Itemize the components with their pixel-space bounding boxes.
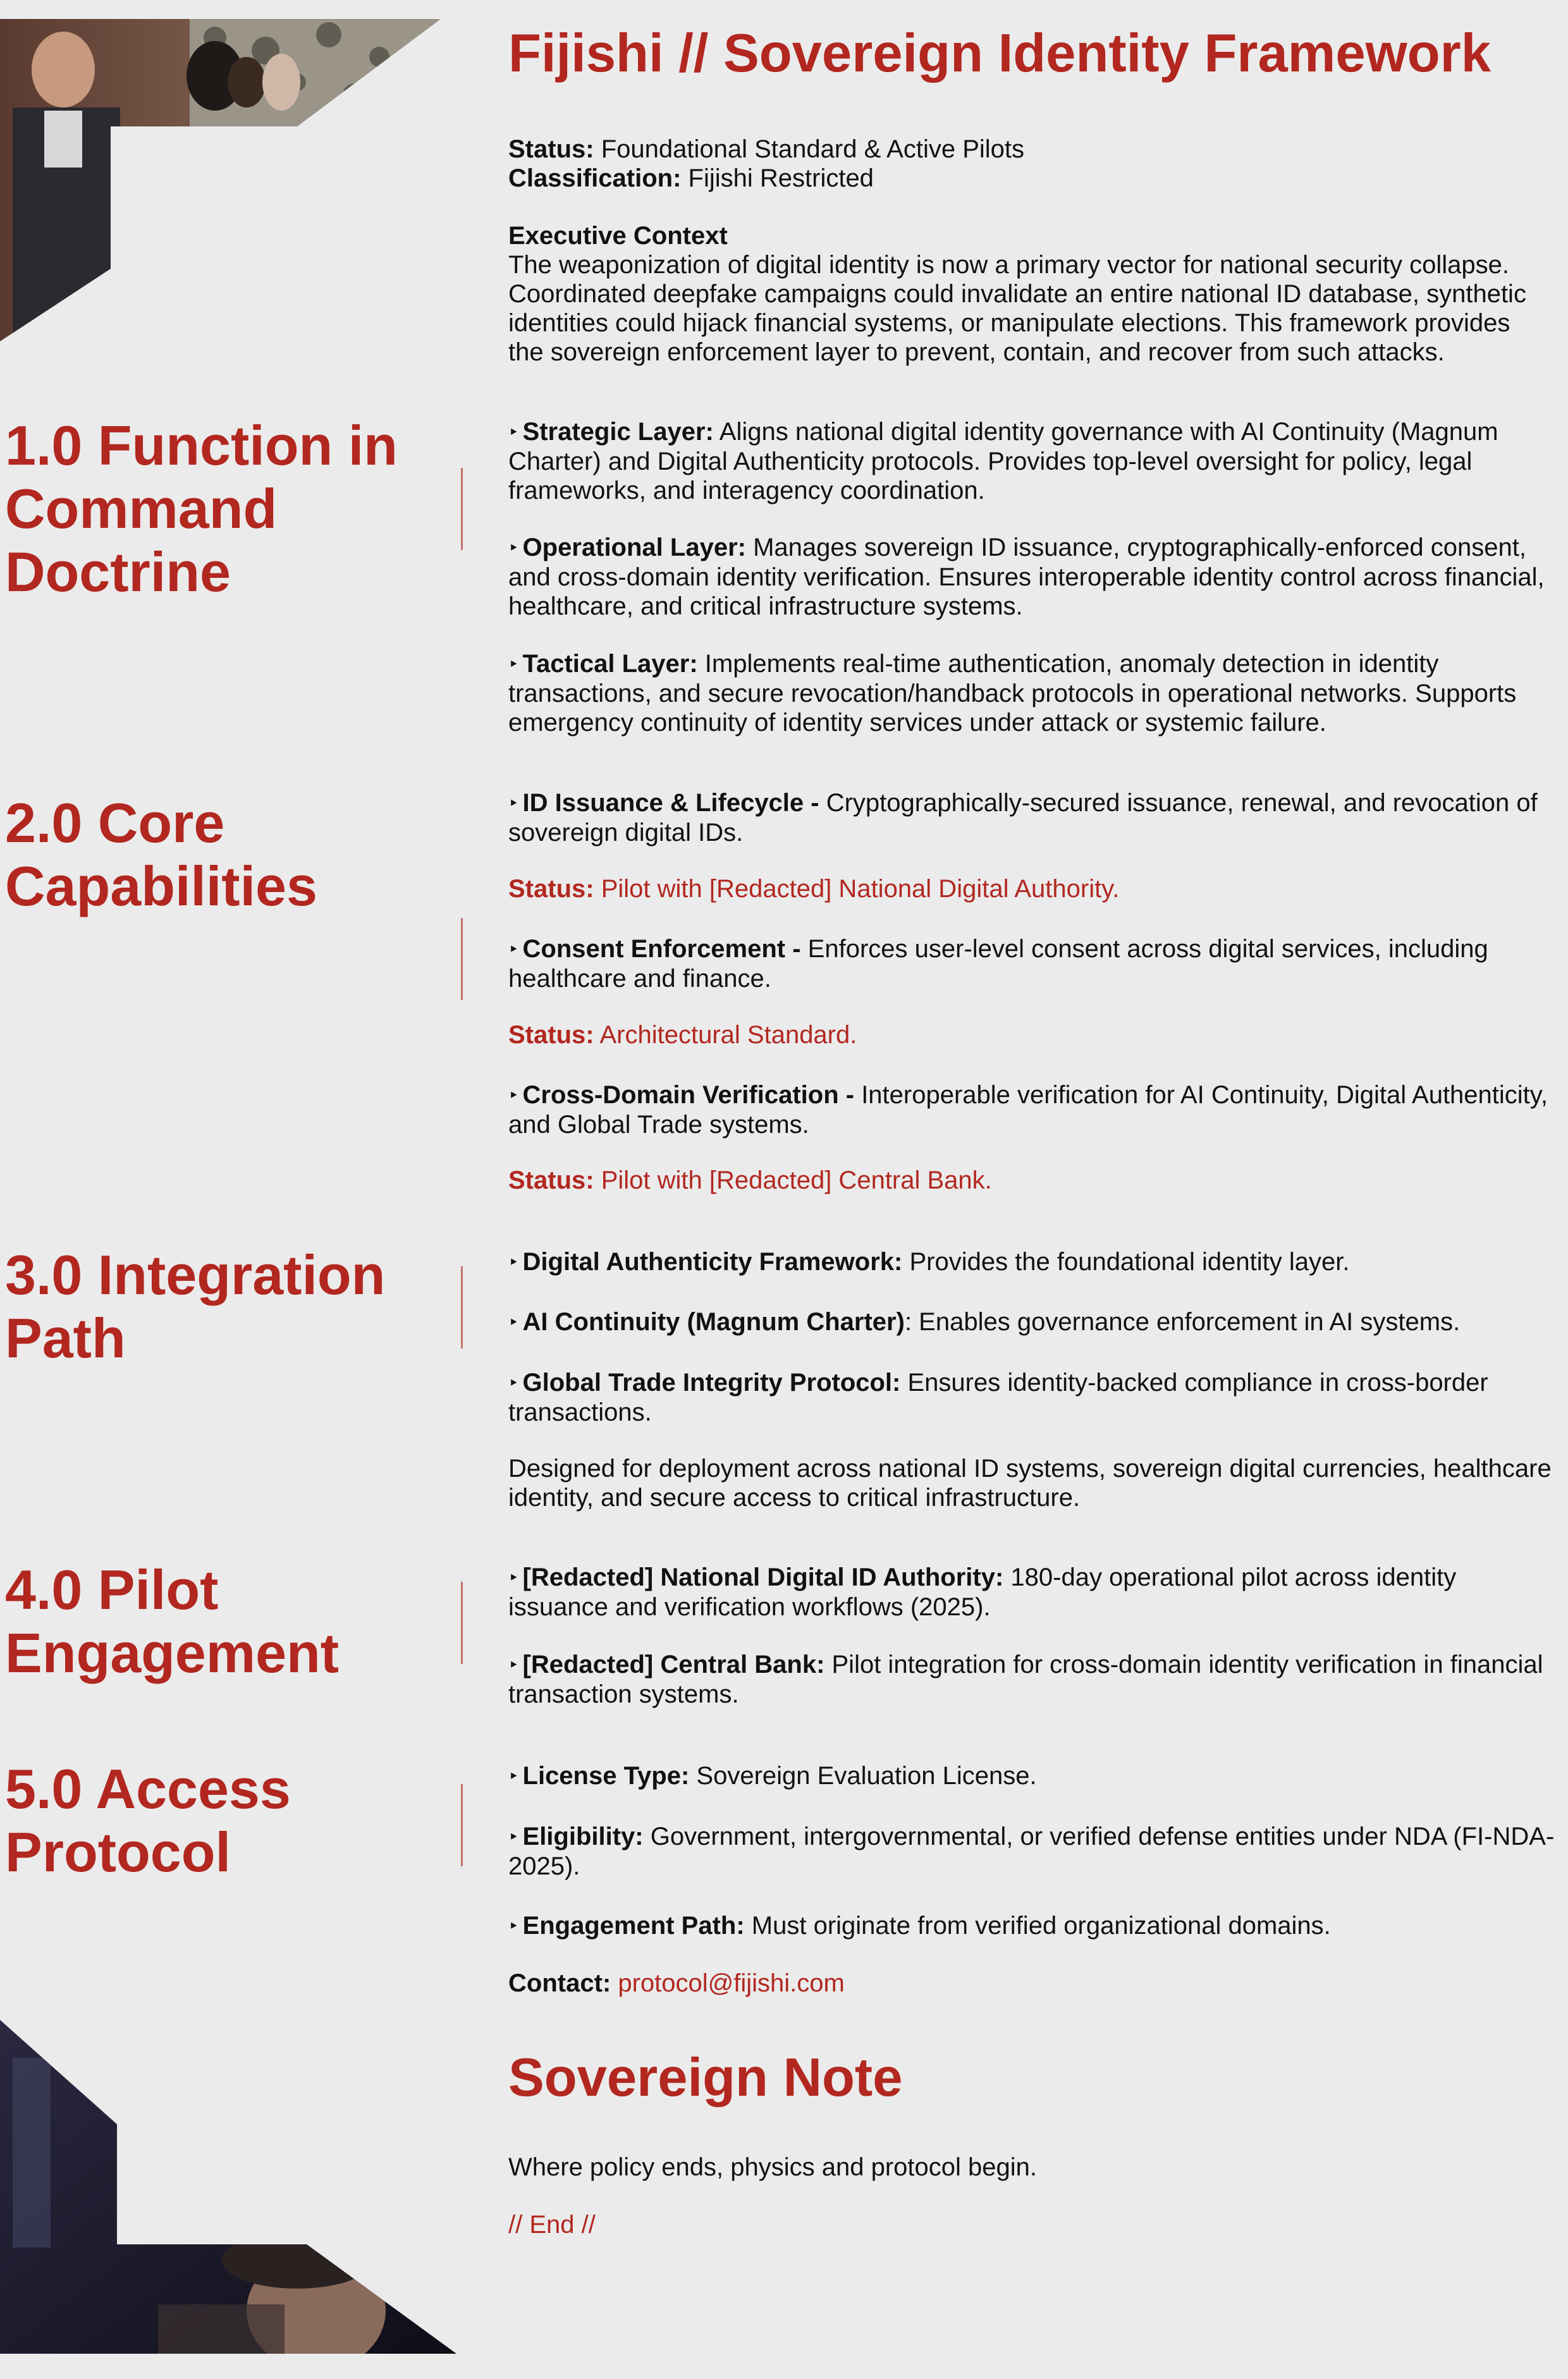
s5-item-license: ‣ License Type: Sovereign Evaluation License.: [508, 1762, 1037, 1790]
s1-item-tactical: ‣ Tactical Layer: Implements real-time authentication, anomaly detection in identity transactions, and secure revocation/handback protocols in operational networks. Supports emergency continuity of identity services under attack or systemic failure.: [508, 650, 1517, 737]
section-1-heading: 1.0 Function in Command Doctrine: [5, 414, 398, 603]
section-5-heading: 5.0 Access Protocol: [5, 1758, 291, 1883]
s3-item-ai-continuity: ‣ AI Continuity (Magnum Charter): Enables governance enforcement in AI systems.: [508, 1308, 1461, 1336]
s2-item-consent: ‣ Consent Enforcement - Enforces user-level consent across digital services, including healthcare and finance.: [508, 935, 1488, 993]
contact-email-link[interactable]: protocol@fijishi.com: [618, 1969, 845, 1997]
s4-item-central-bank: ‣ [Redacted] Central Bank: Pilot integration for cross-domain identity verification in financial transaction systems.: [508, 1651, 1543, 1708]
s1-item-strategic: ‣ Strategic Layer: Aligns national digital identity governance with AI Continuity (Magnum Charter) and Digital Authenticity protocols. Provides top-level oversight for policy, legal frameworks, and interagency coordination.: [508, 418, 1498, 505]
section-3-divider: [461, 1266, 463, 1349]
section-1-divider: [461, 468, 463, 550]
s3-note: Designed for deployment across national ID systems, sovereign digital currencies, healthcare identity, and secure access to critical infrastructure.: [508, 1455, 1552, 1512]
s5-item-engagement: ‣ Engagement Path: Must originate from verified organizational domains.: [508, 1912, 1331, 1940]
header-photo: [0, 0, 443, 345]
s2-status-issuance: Status: Pilot with [Redacted] National Digital Authority.: [508, 875, 1120, 903]
status-value: Foundational Standard & Active Pilots: [601, 135, 1024, 163]
s4-item-authority: ‣ [Redacted] National Digital ID Authority: 180-day operational pilot across identity issuance and verification workflows (2025).: [508, 1563, 1457, 1621]
header-meta: [508, 135, 1552, 193]
note-text: Where policy ends, physics and protocol begin.: [508, 2153, 1038, 2181]
classification-value: Fijishi Restricted: [688, 164, 874, 192]
contact-line: [508, 1969, 1561, 1998]
end-marker: // End //: [508, 2211, 596, 2239]
contact-label: Contact:: [508, 1969, 611, 1997]
exec-text: The weaponization of digital identity is now a primary vector for national security collapse. Coordinated deepfake campaigns could invalidate an entire national ID database, synthetic identities could hijack financial systems, or manipulate elections. This framework provides the sovereign enforcement layer to prevent, contain, and recover from such attacks.: [508, 251, 1526, 366]
status-line: [508, 135, 1552, 164]
section-4-heading: 4.0 Pilot Engagement: [5, 1558, 340, 1684]
s2-item-issuance: ‣ ID Issuance & Lifecycle - Cryptographically-secured issuance, renewal, and revocation of sovereign digital IDs.: [508, 789, 1538, 847]
s3-item-trade: ‣ Global Trade Integrity Protocol: Ensures identity-backed compliance in cross-border transactions.: [508, 1369, 1488, 1426]
exec-heading: Executive Context: [508, 222, 728, 250]
classification-line: [508, 164, 1552, 193]
status-label: Status:: [508, 135, 594, 163]
section-2-divider: [461, 918, 463, 1000]
section-5-divider: [461, 1784, 463, 1866]
section-3-heading: 3.0 Integration Path: [5, 1244, 386, 1369]
s5-item-eligibility: ‣ Eligibility: Government, intergovernmental, or verified defense entities under NDA (FI-NDA-2025).: [508, 1823, 1555, 1880]
s1-item-operational: ‣ Operational Layer: Manages sovereign ID issuance, cryptographically-enforced consent, and cross-domain identity verification. Ensures interoperable identity control across financial, healthcare, and critical infrastructure systems.: [508, 534, 1545, 620]
executive-context: [508, 221, 1552, 367]
s2-status-crossdomain: Status: Pilot with [Redacted] Central Bank.: [508, 1166, 992, 1194]
section-2-heading: 2.0 Core Capabilities: [5, 792, 317, 917]
page-title: Fijishi // Sovereign Identity Framework: [508, 23, 1491, 83]
s2-item-crossdomain: ‣ Cross-Domain Verification - Interoperable verification for AI Continuity, Digital Authenticity, and Global Trade systems.: [508, 1081, 1548, 1139]
note-title: Sovereign Note: [508, 2048, 903, 2108]
s2-status-consent: Status: Architectural Standard.: [508, 1021, 857, 1049]
s3-item-authenticity: ‣ Digital Authenticity Framework: Provides the foundational identity layer.: [508, 1248, 1350, 1276]
footer-photo: [0, 2020, 458, 2364]
section-4-divider: [461, 1582, 463, 1664]
classification-label: Classification:: [508, 164, 682, 192]
